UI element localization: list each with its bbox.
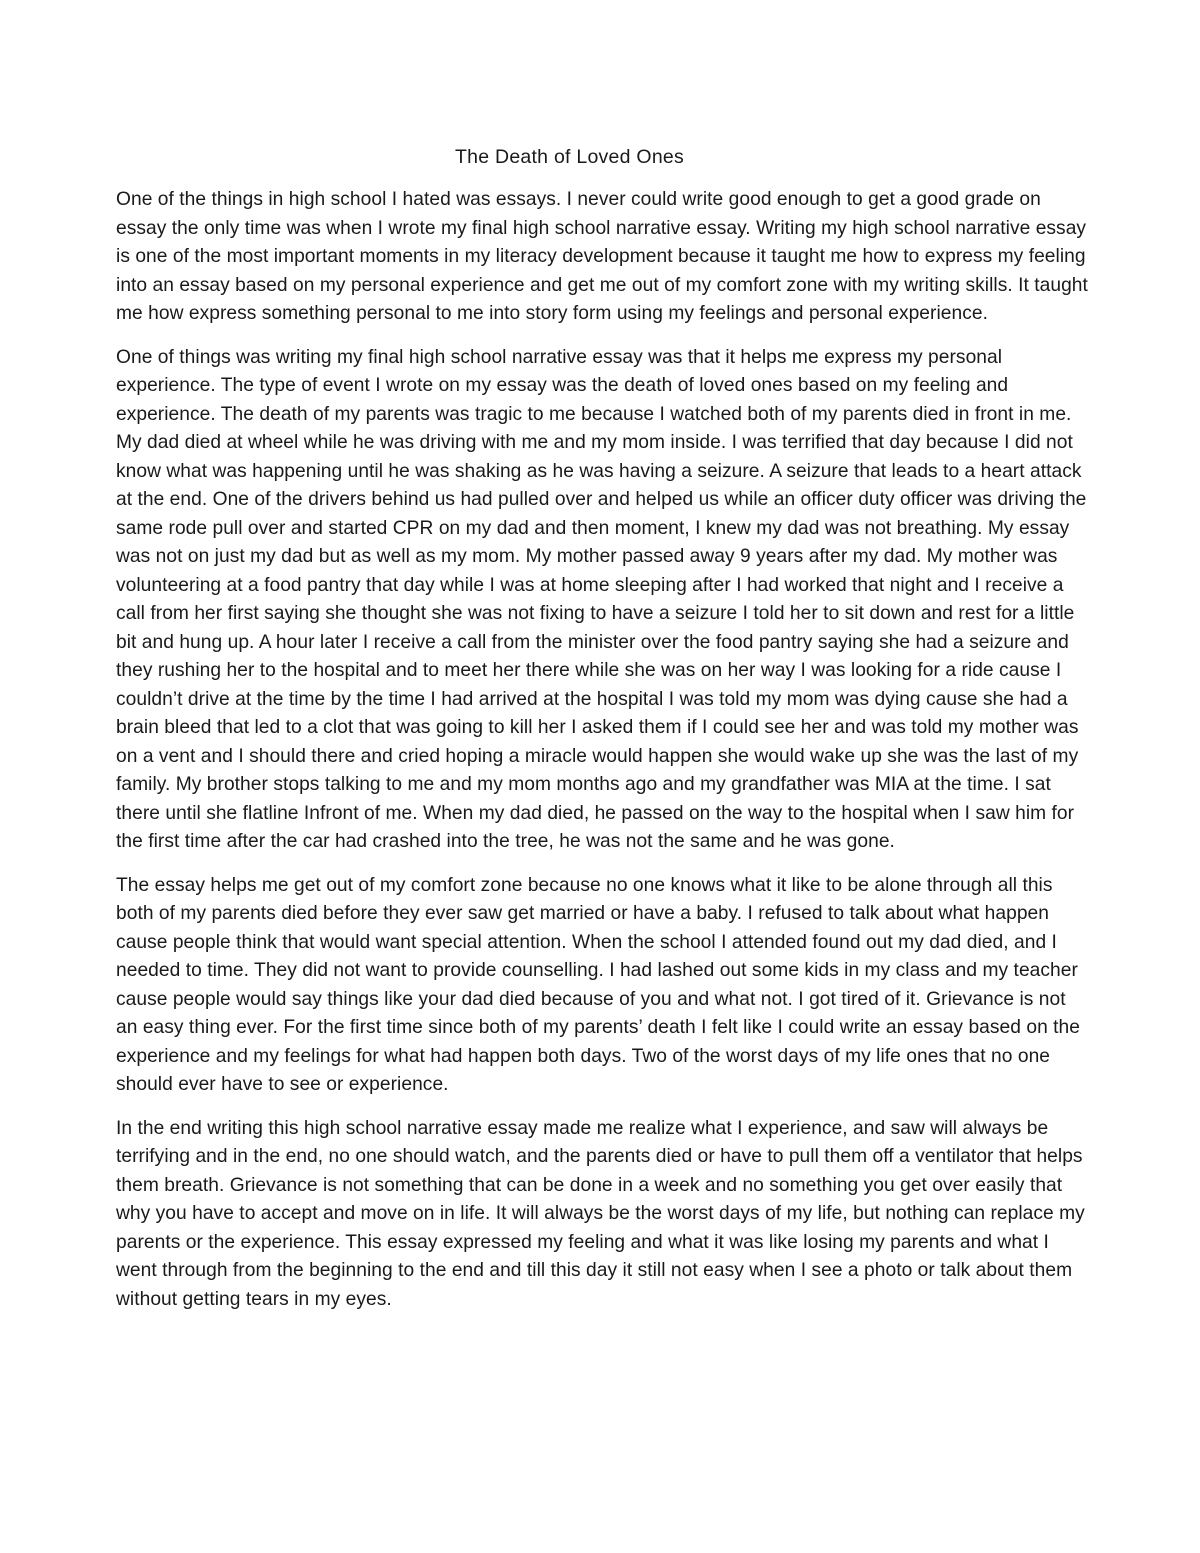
document-title: The Death of Loved Ones: [454, 146, 685, 168]
paragraph-personal-experience: One of things was writing my final high school narrative essay was that it helps me express my personal experience. The type of event I wrote on my essay was the death of loved ones based on my feeling and experience. The death of my parents was tragic to me because I watched both of my parents died in front in me. My dad died at wheel while he was driving with me and my mom inside. I was terrified that day because I did not know what was happening until he was shaking as he was having a seizure. A seizure that leads to a heart attack at the end. One of the drivers behind us had pulled over and helped us while an officer duty officer was driving the same rode pull over and started CPR on my dad and then moment, I knew my dad was not breathing. My essay was not on just my dad but as well as my mom. My mother passed away 9 years after my dad. My mother was volunteering at a food pantry that day while I was at home sleeping after I had worked that night and I receive a call from her first saying she thought she was not fixing to have a seizure I told her to sit down and rest for a little bit and hung up. A hour later I receive a call from the minister over the food pantry saying she had a seizure and they rushing her to the hospital and to meet her there while she was on her way I was looking for a ride cause I couldn’t drive at the time by the time I had arrived at the hospital I was told my mom was dying cause she had a brain bleed that led to a clot that was going to kill her I asked them if I could see her and was told my mother was on a vent and I should there and cried hoping a miracle would happen she would wake up she was the last of my family. My brother stops talking to me and my mom months ago and my grandfather was MIA at the time. I sat there until she flatline Infront of me. When my dad died, he passed on the way to the hospital when I saw him for the first time after the car had crashed into the tree, he was not the same and he was gone.: [116, 346, 1087, 852]
document-body: [116, 186, 1091, 1329]
paragraph-conclusion: In the end writing this high school narrative essay made me realize what I experience, and saw will always be terrifying and in the end, no one should watch, and the parents died or have to pull them off a ventilator that helps them breath. Grievance is not something that can be done in a week and no something you get over easily that why you have to accept and move on in life. It will always be the worst days of my life, but nothing can replace my parents or the experience. This essay expressed my feeling and what it was like losing my parents and what I went through from the beginning to the end and till this day it still not easy when I see a photo or talk about them without getting tears in my eyes.: [116, 1117, 1085, 1310]
paragraph-comfort-zone: The essay helps me get out of my comfort zone because no one knows what it like to be alone through all this both of my parents died before they ever saw get married or have a baby. I refused to talk about what happen cause people think that would want special attention. When the school I attended found out my dad died, and I needed to time. They did not want to provide counselling. I had lashed out some kids in my class and my teacher cause people would say things like your dad died because of you and what not. I got tired of it. Grievance is not an easy thing ever. For the first time since both of my parents’ death I felt like I could write an essay based on the experience and my feelings for what had happen both days. Two of the worst days of my life ones that no one should ever have to see or experience.: [116, 874, 1080, 1095]
paragraph-intro: One of the things in high school I hated was essays. I never could write good enough to get a good grade on essay the only time was when I wrote my final high school narrative essay. Writing my high school narrative essay is one of the most important moments in my literacy development because it taught me how to express my feeling into an essay based on my personal experience and get me out of my comfort zone with my writing skills. It taught me how express something personal to me into story form using my feelings and personal experience.: [116, 189, 1088, 324]
